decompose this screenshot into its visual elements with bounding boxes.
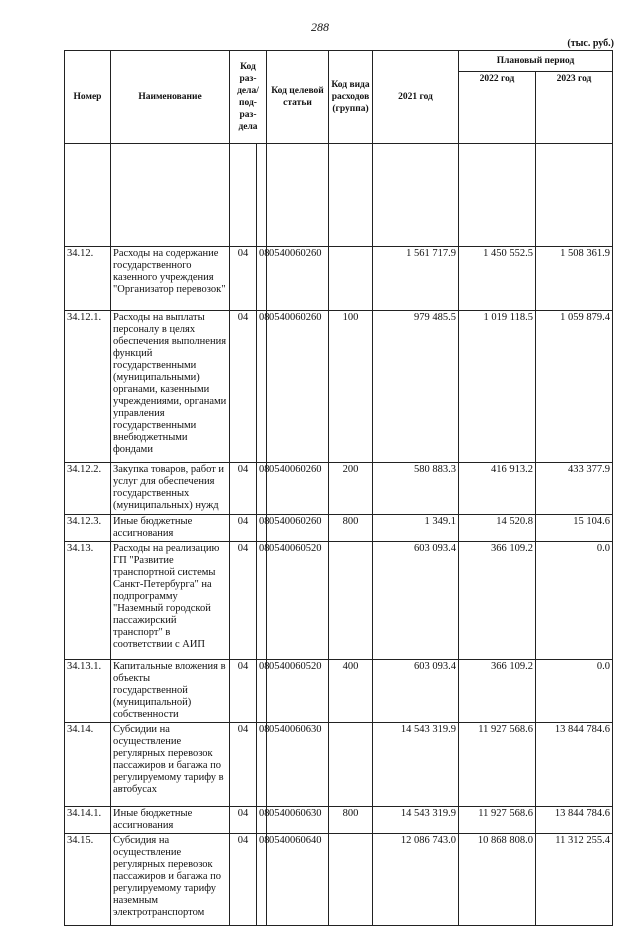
row-subsection: 08	[257, 660, 267, 723]
row-expense-type	[329, 723, 373, 807]
row-target-code: 0540060260	[267, 463, 329, 515]
header-2022: 2022 год	[459, 72, 536, 144]
row-amount-2023: 13 844 784.6	[536, 807, 613, 834]
row-amount-2021: 603 093.4	[373, 660, 459, 723]
row-subsection: 08	[257, 542, 267, 660]
row-name: Субсидия на осуществление регулярных перевозок пассажиров и багажа по регулируемому тарифу наземным электротранспортом	[111, 834, 230, 926]
row-number: 34.13.1.	[65, 660, 111, 723]
row-section: 04	[230, 247, 257, 311]
table-row	[65, 542, 613, 660]
row-name: Расходы на содержание государственного казенного учреждения "Организатор перевозок"	[111, 247, 230, 311]
row-target-code: 0540060630	[267, 723, 329, 807]
table-row	[65, 723, 613, 807]
row-name: Иные бюджетные ассигнования	[111, 807, 230, 834]
row-subsection: 08	[257, 515, 267, 542]
header-name: Наименование	[111, 51, 230, 144]
row-expense-type	[329, 542, 373, 660]
budget-table	[64, 50, 613, 926]
row-number: 34.12.3.	[65, 515, 111, 542]
row-expense-type: 400	[329, 660, 373, 723]
row-expense-type: 100	[329, 311, 373, 463]
row-amount-2022: 366 109.2	[459, 660, 536, 723]
row-amount-2023: 15 104.6	[536, 515, 613, 542]
row-section: 04	[230, 463, 257, 515]
row-target-code: 0540060260	[267, 515, 329, 542]
row-section: 04	[230, 515, 257, 542]
row-amount-2023: 1 059 879.4	[536, 311, 613, 463]
row-expense-type	[329, 247, 373, 311]
row-amount-2022: 416 913.2	[459, 463, 536, 515]
row-expense-type: 800	[329, 515, 373, 542]
row-amount-2023: 433 377.9	[536, 463, 613, 515]
row-amount-2021: 603 093.4	[373, 542, 459, 660]
table-row	[65, 463, 613, 515]
table-row	[65, 660, 613, 723]
table-row	[65, 247, 613, 311]
row-amount-2023: 0.0	[536, 542, 613, 660]
row-number: 34.14.	[65, 723, 111, 807]
header-target-code: Код целевой статьи	[267, 51, 329, 144]
table-row	[65, 834, 613, 926]
row-amount-2021: 12 086 743.0	[373, 834, 459, 926]
row-number: 34.14.1.	[65, 807, 111, 834]
row-expense-type	[329, 834, 373, 926]
row-amount-2022: 11 927 568.6	[459, 807, 536, 834]
row-amount-2022: 1 019 118.5	[459, 311, 536, 463]
row-expense-type: 800	[329, 807, 373, 834]
row-amount-2023: 11 312 255.4	[536, 834, 613, 926]
row-number: 34.12.1.	[65, 311, 111, 463]
row-subsection: 08	[257, 723, 267, 807]
row-amount-2021: 979 485.5	[373, 311, 459, 463]
units-label: (тыс. руб.)	[567, 38, 614, 49]
row-number: 34.12.	[65, 247, 111, 311]
row-name: Иные бюджетные ассигнования	[111, 515, 230, 542]
row-amount-2022: 14 520.8	[459, 515, 536, 542]
row-subsection: 08	[257, 463, 267, 515]
row-amount-2022: 10 868 808.0	[459, 834, 536, 926]
row-target-code: 0540060260	[267, 311, 329, 463]
row-amount-2021: 14 543 319.9	[373, 807, 459, 834]
row-number: 34.15.	[65, 834, 111, 926]
row-amount-2022: 366 109.2	[459, 542, 536, 660]
header-section-code: Код раз-дела/под-раз-дела	[230, 51, 267, 144]
header-number: Номер	[65, 51, 111, 144]
row-amount-2021: 14 543 319.9	[373, 723, 459, 807]
row-amount-2021: 1 349.1	[373, 515, 459, 542]
row-number: 34.12.2.	[65, 463, 111, 515]
row-target-code: 0540060520	[267, 660, 329, 723]
row-name: Закупка товаров, работ и услуг для обеспечения государственных (муниципальных) нужд	[111, 463, 230, 515]
row-amount-2023: 0.0	[536, 660, 613, 723]
row-name: Субсидии на осуществление регулярных перевозок пассажиров и багажа по регулируемому тарифу в автобусах	[111, 723, 230, 807]
row-subsection: 08	[257, 247, 267, 311]
header-2023: 2023 год	[536, 72, 613, 144]
row-amount-2022: 11 927 568.6	[459, 723, 536, 807]
row-subsection: 08	[257, 834, 267, 926]
header-2021: 2021 год	[373, 51, 459, 144]
row-number: 34.13.	[65, 542, 111, 660]
row-target-code: 0540060520	[267, 542, 329, 660]
table-row	[65, 515, 613, 542]
table-row	[65, 807, 613, 834]
page-number: 288	[311, 20, 329, 34]
row-name: Капитальные вложения в объекты государственной (муниципальной) собственности	[111, 660, 230, 723]
row-name: Расходы на реализацию ГП "Развитие транспортной системы Санкт-Петербурга" на подпрограмму "Наземный городской пассажирский транспорт" в соответствии с АИП	[111, 542, 230, 660]
row-section: 04	[230, 311, 257, 463]
row-target-code: 0540060260	[267, 247, 329, 311]
row-name: Расходы на выплаты персоналу в целях обеспечения выполнения функций государственными (муниципальными) органами, казенными учреждениями, органами управления государственными внебюджетными фондами	[111, 311, 230, 463]
row-amount-2022: 1 450 552.5	[459, 247, 536, 311]
row-expense-type: 200	[329, 463, 373, 515]
row-section: 04	[230, 723, 257, 807]
row-section: 04	[230, 542, 257, 660]
row-target-code: 0540060630	[267, 807, 329, 834]
header-expense-type: Код вида расходов (группа)	[329, 51, 373, 144]
header-planned-period: Плановый период	[459, 51, 613, 72]
row-amount-2021: 580 883.3	[373, 463, 459, 515]
row-section: 04	[230, 807, 257, 834]
table-row	[65, 311, 613, 463]
row-subsection: 08	[257, 311, 267, 463]
row-section: 04	[230, 834, 257, 926]
row-section: 04	[230, 660, 257, 723]
row-subsection: 08	[257, 807, 267, 834]
row-amount-2023: 1 508 361.9	[536, 247, 613, 311]
row-amount-2021: 1 561 717.9	[373, 247, 459, 311]
row-target-code: 0540060640	[267, 834, 329, 926]
row-amount-2023: 13 844 784.6	[536, 723, 613, 807]
